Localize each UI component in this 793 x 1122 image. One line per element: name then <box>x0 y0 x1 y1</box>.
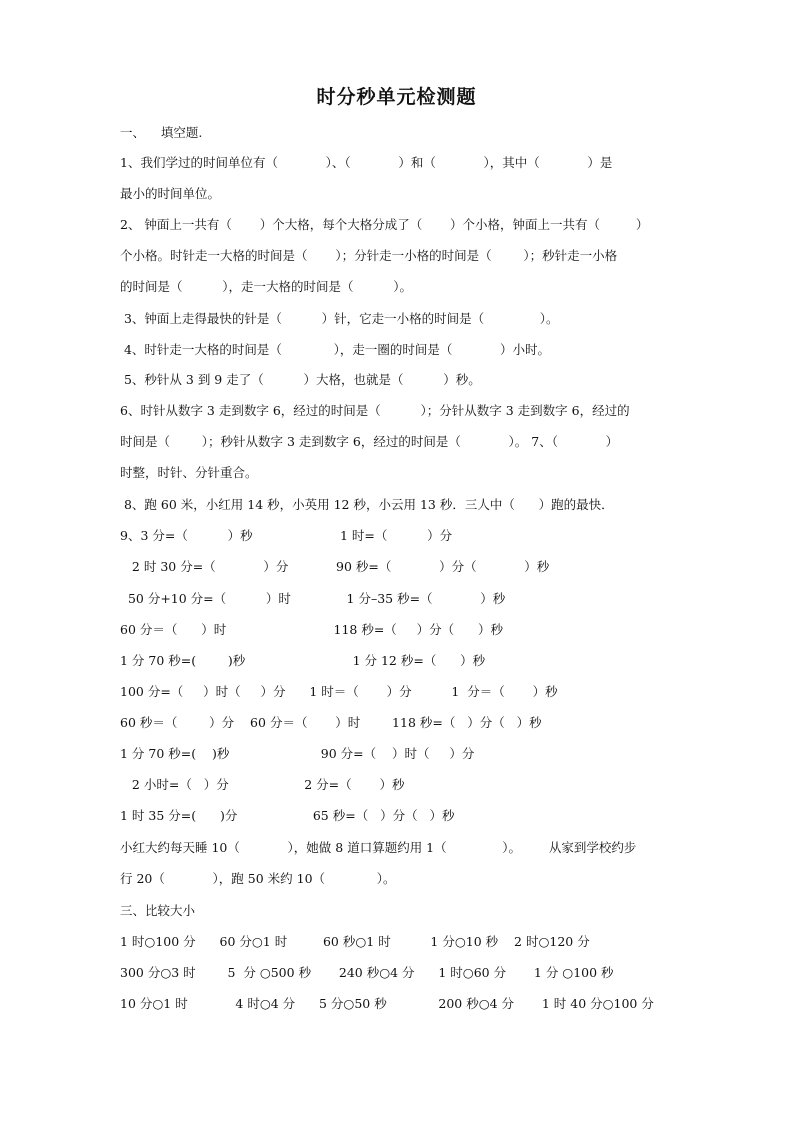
question-6: 6、时针从数字 3 走到数字 6，经过的时间是（ ）；分针从数字 3 走到数字 6，经过的 <box>120 403 630 418</box>
question-2-cont-1: 个小格。时针走一大格的时间是（ ）；分针走一小格的时间是（ ）；秒针走一小格 <box>120 248 618 263</box>
section-heading-fill-blank: 一、 填空题. <box>120 125 203 140</box>
question-1: 1、我们学过的时间单位有（ ）、（ ）和（ ），其中（ ）是 <box>120 155 613 170</box>
compare-row: 10 分○1 时 4 时○4 分 5 分○50 秒 200 秒○4 分 1 时 40 分○100 分 <box>120 996 654 1011</box>
conversion-row: 60 秒＝（ ）分 60 分＝（ ）时 118 秒=（ ）分（ ）秒 <box>120 715 542 730</box>
conversion-row: 1 分 70 秒=( )秒 1 分 12 秒=（ ）秒 <box>120 653 486 668</box>
conversion-row: 9、3 分=（ ）秒 1 时=（ ）分 <box>120 528 453 543</box>
conversion-row: 100 分=（ ）时（ ）分 1 时＝（ ）分 1 分＝（ ）秒 <box>120 684 558 699</box>
question-4: 4、时针走一大格的时间是（ ），走一圈的时间是（ ）小时。 <box>120 342 551 357</box>
compare-row: 300 分○3 时 5 分 ○500 秒 240 秒○4 分 1 时○60 分 1 分 ○100 秒 <box>120 965 614 980</box>
question-5: 5、秒针从 3 到 9 走了（ ）大格，也就是（ ）秒。 <box>120 372 481 387</box>
question-2: 2、 钟面上一共有（ ）个大格，每个大格分成了（ ）个小格，钟面上一共有（ ） <box>120 217 649 232</box>
compare-row: 1 时○100 分 60 分○1 时 60 秒○1 时 1 分○10 秒 2 时○120 分 <box>120 934 590 949</box>
conversion-row: 2 时 30 分=（ ）分 90 秒=（ ）分（ ）秒 <box>120 559 550 574</box>
question-7-cont: 时整，时针、分针重合。 <box>120 465 258 480</box>
conversion-row: 50 分+10 分=（ ）时 1 分–35 秒=（ ）秒 <box>120 591 506 606</box>
question-2-cont-2: 的时间是（ ），走一大格的时间是（ ）。 <box>120 279 412 294</box>
unit-question-cont: 行 20（ ），跑 50 米约 10（ ）。 <box>120 871 396 886</box>
conversion-row: 2 小时=（ ）分 2 分=（ ）秒 <box>120 777 405 792</box>
unit-question: 小红大约每天睡 10（ ），她做 8 道口算题约用 1（ ）。 从家到学校约步 <box>120 840 637 855</box>
conversion-row: 1 分 70 秒=( )秒 90 分=（ ）时（ ）分 <box>120 746 475 761</box>
section-heading-compare: 三、比较大小 <box>120 903 196 918</box>
question-3: 3、钟面上走得最快的针是（ ）针，它走一小格的时间是（ ）。 <box>120 311 559 326</box>
page-title: 时分秒单元检测题 <box>316 86 477 108</box>
question-8: 8、跑 60 米，小红用 14 秒，小英用 12 秒，小云用 13 秒．三人中（ ）跑的最快． <box>120 497 614 512</box>
question-1-cont: 最小的时间单位。 <box>120 186 221 201</box>
conversion-row: 1 时 35 分=( )分 65 秒=（ ）分（ ）秒 <box>120 808 455 823</box>
conversion-row: 60 分＝（ ）时 118 秒=（ ）分（ ）秒 <box>120 622 504 637</box>
question-6-cont: 时间是（ ）；秒针从数字 3 走到数字 6，经过的时间是（ ）。 7、（ ） <box>120 434 619 449</box>
